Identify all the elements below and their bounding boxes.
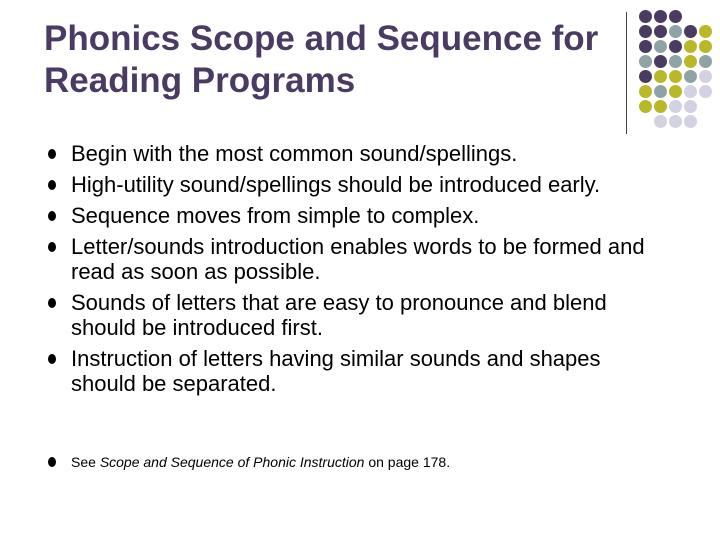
decorative-dot	[669, 10, 682, 23]
bullet-item: Instruction of letters having similar sounds and shapes should be separated.	[48, 346, 648, 396]
decorative-dot	[639, 25, 652, 38]
decorative-dot	[699, 25, 712, 38]
decorative-dot	[669, 85, 682, 98]
decorative-dot	[654, 85, 667, 98]
decorative-dot	[654, 25, 667, 38]
decorative-dot	[684, 25, 697, 38]
reference-note	[48, 453, 671, 471]
decorative-dot	[654, 40, 667, 53]
decorative-dot	[669, 115, 682, 128]
bullet-item: High-utility sound/spellings should be introduced early.	[48, 172, 648, 197]
decorative-dot	[699, 10, 712, 23]
decorative-dot	[639, 85, 652, 98]
decorative-dot	[669, 40, 682, 53]
decorative-dot	[669, 100, 682, 113]
decorative-dot	[639, 70, 652, 83]
decorative-dot	[699, 40, 712, 53]
decorative-dot	[699, 85, 712, 98]
decorative-dot	[669, 55, 682, 68]
decorative-dot	[669, 25, 682, 38]
decorative-dot	[699, 55, 712, 68]
decorative-dot	[654, 10, 667, 23]
decorative-dot	[639, 40, 652, 53]
decorative-dot	[654, 70, 667, 83]
decorative-dot	[684, 100, 697, 113]
decorative-dot	[639, 100, 652, 113]
decorative-dot	[684, 40, 697, 53]
decorative-dot	[639, 115, 652, 128]
decorative-dot	[684, 70, 697, 83]
note-book-title: Scope and Sequence of Phonic Instruction	[99, 454, 365, 470]
bullet-item: Begin with the most common sound/spellings.	[48, 141, 648, 166]
decorative-dot	[654, 100, 667, 113]
decorative-dot	[639, 55, 652, 68]
decorative-dot	[699, 115, 712, 128]
decorative-dot	[684, 10, 697, 23]
decorative-dot-grid	[639, 10, 712, 128]
decorative-dot	[699, 100, 712, 113]
decorative-dot	[684, 85, 697, 98]
decorative-dot	[639, 10, 652, 23]
bullet-item: Letter/sounds introduction enables words to be formed and read as soon as possible.	[48, 234, 648, 284]
title-divider	[626, 12, 627, 134]
bullet-item: Sequence moves from simple to complex.	[48, 203, 648, 228]
decorative-dot	[684, 55, 697, 68]
note-prefix: See	[71, 454, 100, 470]
decorative-dot	[669, 70, 682, 83]
slide-title: Phonics Scope and Sequence for Reading Programs	[44, 19, 599, 100]
decorative-dot	[684, 115, 697, 128]
decorative-dot	[654, 55, 667, 68]
bullet-list	[48, 141, 648, 402]
decorative-dot	[699, 70, 712, 83]
note-suffix: on page 178.	[364, 454, 451, 470]
decorative-dot	[654, 115, 667, 128]
bullet-item: Sounds of letters that are easy to pronounce and blend should be introduced first.	[48, 290, 648, 340]
